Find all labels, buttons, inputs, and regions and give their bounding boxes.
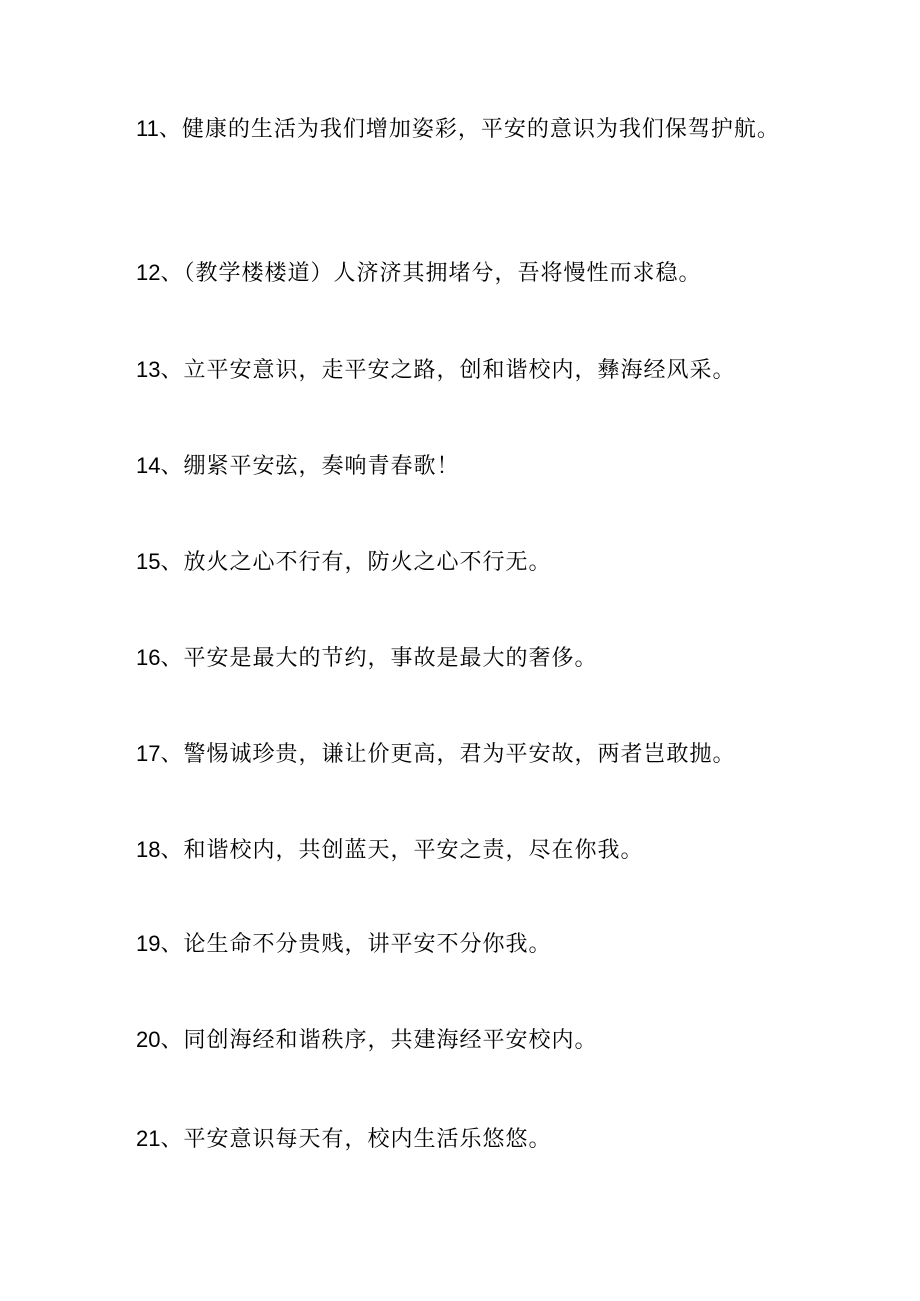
item-text: 、平安意识每天有，校内生活乐悠悠。 [160, 1127, 552, 1152]
item-number: 15 [136, 549, 161, 574]
item-text: 、论生命不分贵贱，讲平安不分你我。 [160, 932, 552, 957]
list-item [136, 732, 786, 777]
list-item [136, 348, 786, 393]
list-item [136, 540, 786, 585]
item-text: 、警惕诚珍贵，谦让价更高，君为平安故，两者岂敢抛。 [160, 742, 736, 767]
item-number: 16 [136, 645, 161, 670]
list-item [136, 828, 786, 873]
list-item [136, 107, 786, 152]
item-text: 、立平安意识，走平安之路，创和谐校内，彝海经风采。 [160, 358, 736, 383]
item-text: 、同创海经和谐秩序，共建海经平安校内。 [160, 1028, 598, 1053]
list-item [136, 1117, 786, 1162]
item-number: 21 [136, 1126, 161, 1151]
list-item [136, 922, 786, 967]
item-number: 17 [136, 741, 161, 766]
item-number: 14 [136, 453, 161, 478]
item-number: 11 [136, 116, 159, 141]
list-item [136, 444, 786, 489]
item-text: 、平安是最大的节约，事故是最大的奢侈。 [160, 646, 598, 671]
item-text: 、和谐校内，共创蓝天，平安之责，尽在你我。 [160, 838, 644, 863]
list-item [136, 1018, 786, 1063]
item-number: 20 [136, 1027, 161, 1052]
item-number: 13 [136, 357, 161, 382]
list-item [136, 251, 786, 296]
item-text: 、健康的生活为我们增加姿彩，平安的意识为我们保驾护航。 [158, 117, 780, 142]
list-item [136, 636, 786, 681]
item-number: 19 [136, 931, 161, 956]
item-text: 、绷紧平安弦，奏响青春歌！ [160, 454, 460, 479]
item-number: 12 [136, 260, 161, 285]
item-text: 、放火之心不行有，防火之心不行无。 [160, 550, 552, 575]
item-text: 、（教学楼楼道）人济济其拥堵兮，吾将慢性而求稳。 [160, 261, 702, 286]
item-number: 18 [136, 837, 161, 862]
